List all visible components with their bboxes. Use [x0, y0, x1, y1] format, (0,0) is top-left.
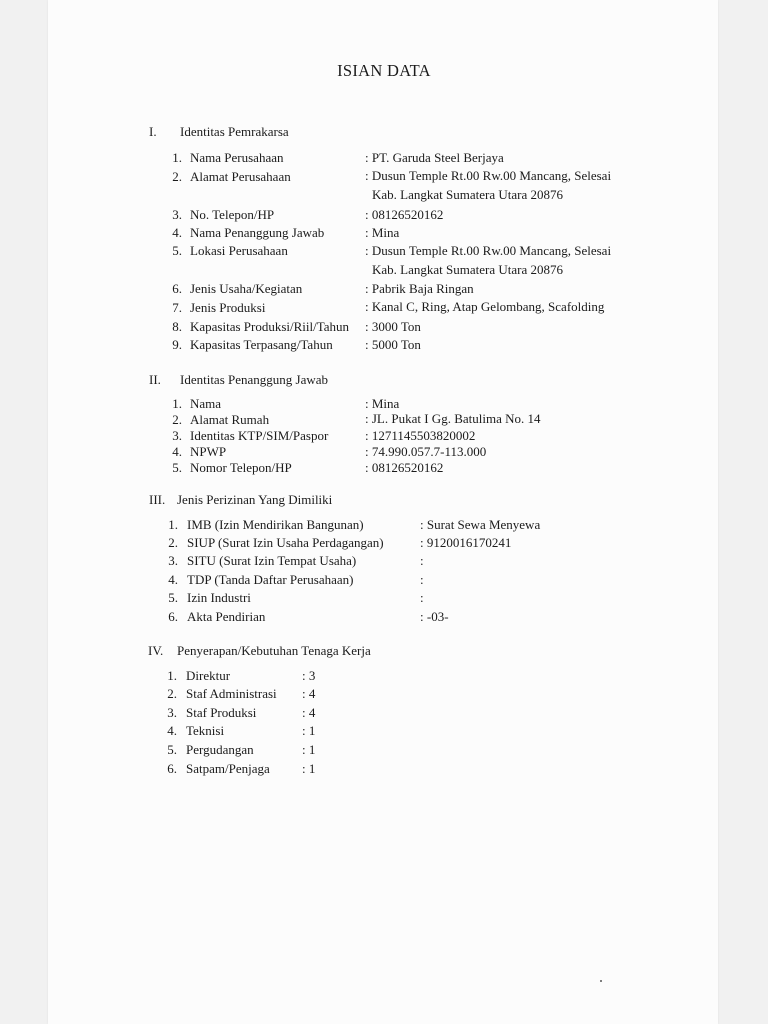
s3-item-3-value: : [420, 553, 424, 568]
s2-item-5-label: Nomor Telepon/HP [190, 460, 292, 475]
s2-item-1-label: Nama [190, 396, 222, 411]
s4-item-1-no: 1. [167, 668, 177, 683]
s1-item-7-value: : Kanal C, Ring, Atap Gelombang, Scafolding [365, 299, 605, 314]
section-3-heading: Jenis Perizinan Yang Dimiliki [177, 492, 333, 507]
s4-item-4-value: : 1 [302, 723, 316, 738]
s1-item-5-value-line2: Kab. Langkat Sumatera Utara 20876 [372, 262, 563, 277]
s2-item-2-no: 2. [172, 412, 182, 427]
s4-item-6-label: Satpam/Penjaga [186, 761, 270, 776]
document-title: ISIAN DATA [337, 61, 431, 80]
s1-item-5-no: 5. [172, 243, 182, 258]
s3-item-6-no: 6. [168, 609, 178, 624]
s2-item-2-label: Alamat Rumah [190, 412, 270, 427]
s3-item-1-label: IMB (Izin Mendirikan Bangunan) [187, 517, 364, 532]
s1-item-2-no: 2. [172, 169, 182, 184]
s2-item-3-value: : 1271145503820002 [365, 428, 476, 443]
s1-item-3-value: : 08126520162 [365, 207, 444, 222]
section-4-roman: IV. [148, 643, 164, 658]
s3-item-5-value: : [420, 590, 424, 605]
s3-item-6-label: Akta Pendirian [187, 609, 266, 624]
s1-item-1-label: Nama Perusahaan [190, 150, 284, 165]
s1-item-6-no: 6. [172, 281, 182, 296]
s1-item-3-no: 3. [172, 207, 182, 222]
s2-item-4-label: NPWP [190, 444, 227, 459]
s1-item-8-no: 8. [172, 319, 182, 334]
s4-item-3-no: 3. [167, 705, 177, 720]
s1-item-6-value: : Pabrik Baja Ringan [365, 281, 474, 296]
s1-item-5-value: : Dusun Temple Rt.00 Rw.00 Mancang, Selesai [365, 243, 612, 258]
s4-item-6-value: : 1 [302, 761, 316, 776]
section-1-heading: Identitas Pemrakarsa [180, 124, 289, 139]
s3-item-2-label: SIUP (Surat Izin Usaha Perdagangan) [187, 535, 384, 550]
s1-item-6-label: Jenis Usaha/Kegiatan [190, 281, 303, 296]
s3-item-1-no: 1. [168, 517, 178, 532]
s2-item-4-no: 4. [172, 444, 182, 459]
scan-speck [600, 980, 602, 982]
s4-item-1-value: : 3 [302, 668, 316, 683]
section-3-roman: III. [149, 492, 166, 507]
s4-item-2-label: Staf Administrasi [186, 686, 277, 701]
section-2-heading: Identitas Penanggung Jawab [180, 372, 329, 387]
s4-item-2-no: 2. [167, 686, 177, 701]
s1-item-2-label: Alamat Perusahaan [190, 169, 291, 184]
s1-item-9-value: : 5000 Ton [365, 337, 421, 352]
s1-item-8-value: : 3000 Ton [365, 319, 421, 334]
s3-item-4-label: TDP (Tanda Daftar Perusahaan) [187, 572, 354, 587]
s3-item-2-no: 2. [168, 535, 178, 550]
s3-item-2-value: : 9120016170241 [420, 535, 512, 550]
s4-item-5-label: Pergudangan [186, 742, 254, 757]
s2-item-1-no: 1. [172, 396, 182, 411]
s4-item-5-no: 5. [167, 742, 177, 757]
section-4-heading: Penyerapan/Kebutuhan Tenaga Kerja [177, 643, 371, 658]
s2-item-4-value: : 74.990.057.7-113.000 [365, 444, 487, 459]
s2-item-2-value: : JL. Pukat I Gg. Batulima No. 14 [365, 411, 541, 426]
s1-item-8-label: Kapasitas Produksi/Riil/Tahun [190, 319, 350, 334]
s3-item-5-label: Izin Industri [187, 590, 251, 605]
s1-item-2-value: : Dusun Temple Rt.00 Rw.00 Mancang, Selesai [365, 168, 612, 183]
s1-item-5-label: Lokasi Perusahaan [190, 243, 288, 258]
s4-item-2-value: : 4 [302, 686, 316, 701]
s3-item-1-value: : Surat Sewa Menyewa [420, 517, 541, 532]
s2-item-1-value: : Mina [365, 396, 400, 411]
section-1-roman: I. [149, 124, 157, 139]
s4-item-1-label: Direktur [186, 668, 231, 683]
s4-item-5-value: : 1 [302, 742, 316, 757]
section-2-roman: II. [149, 372, 161, 387]
s3-item-5-no: 5. [168, 590, 178, 605]
s1-item-7-label: Jenis Produksi [190, 300, 266, 315]
s4-item-4-no: 4. [167, 723, 177, 738]
s2-item-3-no: 3. [172, 428, 182, 443]
s3-item-4-value: : [420, 572, 424, 587]
s1-item-9-label: Kapasitas Terpasang/Tahun [190, 337, 333, 352]
s2-item-5-value: : 08126520162 [365, 460, 444, 475]
s1-item-3-label: No. Telepon/HP [190, 207, 275, 222]
s4-item-3-label: Staf Produksi [186, 705, 257, 720]
s4-item-6-no: 6. [167, 761, 177, 776]
s1-item-1-no: 1. [172, 150, 182, 165]
s4-item-4-label: Teknisi [186, 723, 225, 738]
s3-item-3-label: SITU (Surat Izin Tempat Usaha) [187, 553, 357, 568]
s1-item-9-no: 9. [172, 337, 182, 352]
s4-item-3-value: : 4 [302, 705, 316, 720]
s3-item-4-no: 4. [168, 572, 178, 587]
s1-item-1-value: : PT. Garuda Steel Berjaya [365, 150, 504, 165]
s1-item-4-no: 4. [172, 225, 182, 240]
s2-item-3-label: Identitas KTP/SIM/Paspor [190, 428, 329, 443]
s3-item-6-value: : -03- [420, 609, 449, 624]
s1-item-2-value-line2: Kab. Langkat Sumatera Utara 20876 [372, 187, 563, 202]
s1-item-7-no: 7. [172, 300, 182, 315]
s1-item-4-label: Nama Penanggung Jawab [190, 225, 325, 240]
s2-item-5-no: 5. [172, 460, 182, 475]
s1-item-4-value: : Mina [365, 225, 400, 240]
s3-item-3-no: 3. [168, 553, 178, 568]
